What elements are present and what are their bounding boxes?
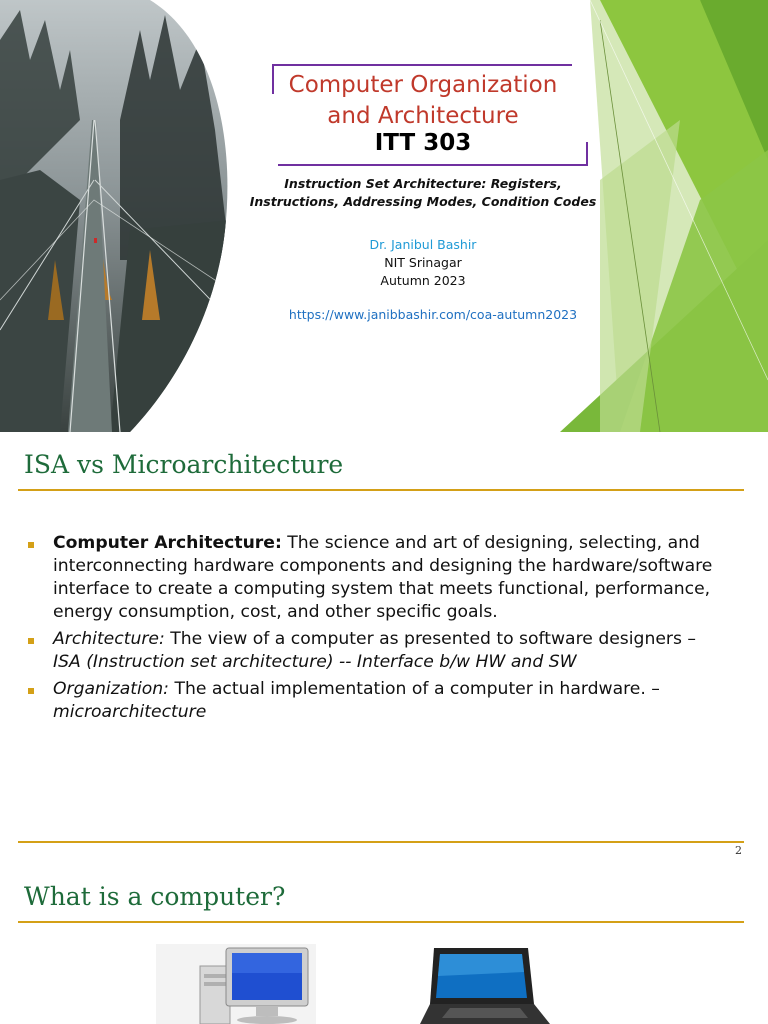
bullet-term: Computer Architecture: [53,533,282,553]
bullet-square-icon [28,688,34,694]
bullet-text: The view of a computer as presented to software designers – [164,629,696,649]
author-name: Dr. Janibul Bashir [369,237,477,252]
bullet-architecture [28,628,728,674]
term: Autumn 2023 [380,273,466,288]
bullet-square-icon [28,638,34,644]
institution: NIT Srinagar [384,255,462,270]
course-title: Computer Organization and Architecture [288,72,558,129]
bullet-text: The actual implementation of a computer in hardware. – [168,679,660,699]
laptop-icon [420,946,560,1024]
isa-slide [0,432,768,864]
bullet-term: Organization: [53,679,169,699]
bullet-text: The science and art of designing, selecting, and interconnecting hardware components and designing the hardware/software interface to create a computing system that meets functional, performance, energy consumption, cost, and other specific goals. [53,533,713,622]
slide-title: What is a computer? [24,882,286,911]
title-slide [0,0,768,432]
bullet-tail: microarchitecture [53,702,207,722]
bullet-organization [28,678,728,724]
bullet-tail: ISA (Instruction set architecture) -- Interface b/w HW and SW [53,652,577,672]
title-divider [18,489,744,491]
bullet-computer-architecture [28,532,728,624]
course-url-link[interactable]: https://www.janibbashir.com/coa-autumn2023 [288,307,578,322]
bullet-list [28,532,728,728]
desktop-computer-icon [156,944,316,1024]
bullet-square-icon [28,542,34,548]
course-code: ITT 303 [374,130,472,156]
lecture-subtitle: Instruction Set Architecture: Registers, Instructions, Addressing Modes, Condition Codes [249,176,597,209]
page-number: 2 [735,844,742,857]
title-divider [18,921,744,923]
bullet-term: Architecture: [53,629,165,649]
slide-title: ISA vs Microarchitecture [24,450,344,479]
footer-divider [18,841,744,843]
what-is-computer-slide [0,864,768,1024]
